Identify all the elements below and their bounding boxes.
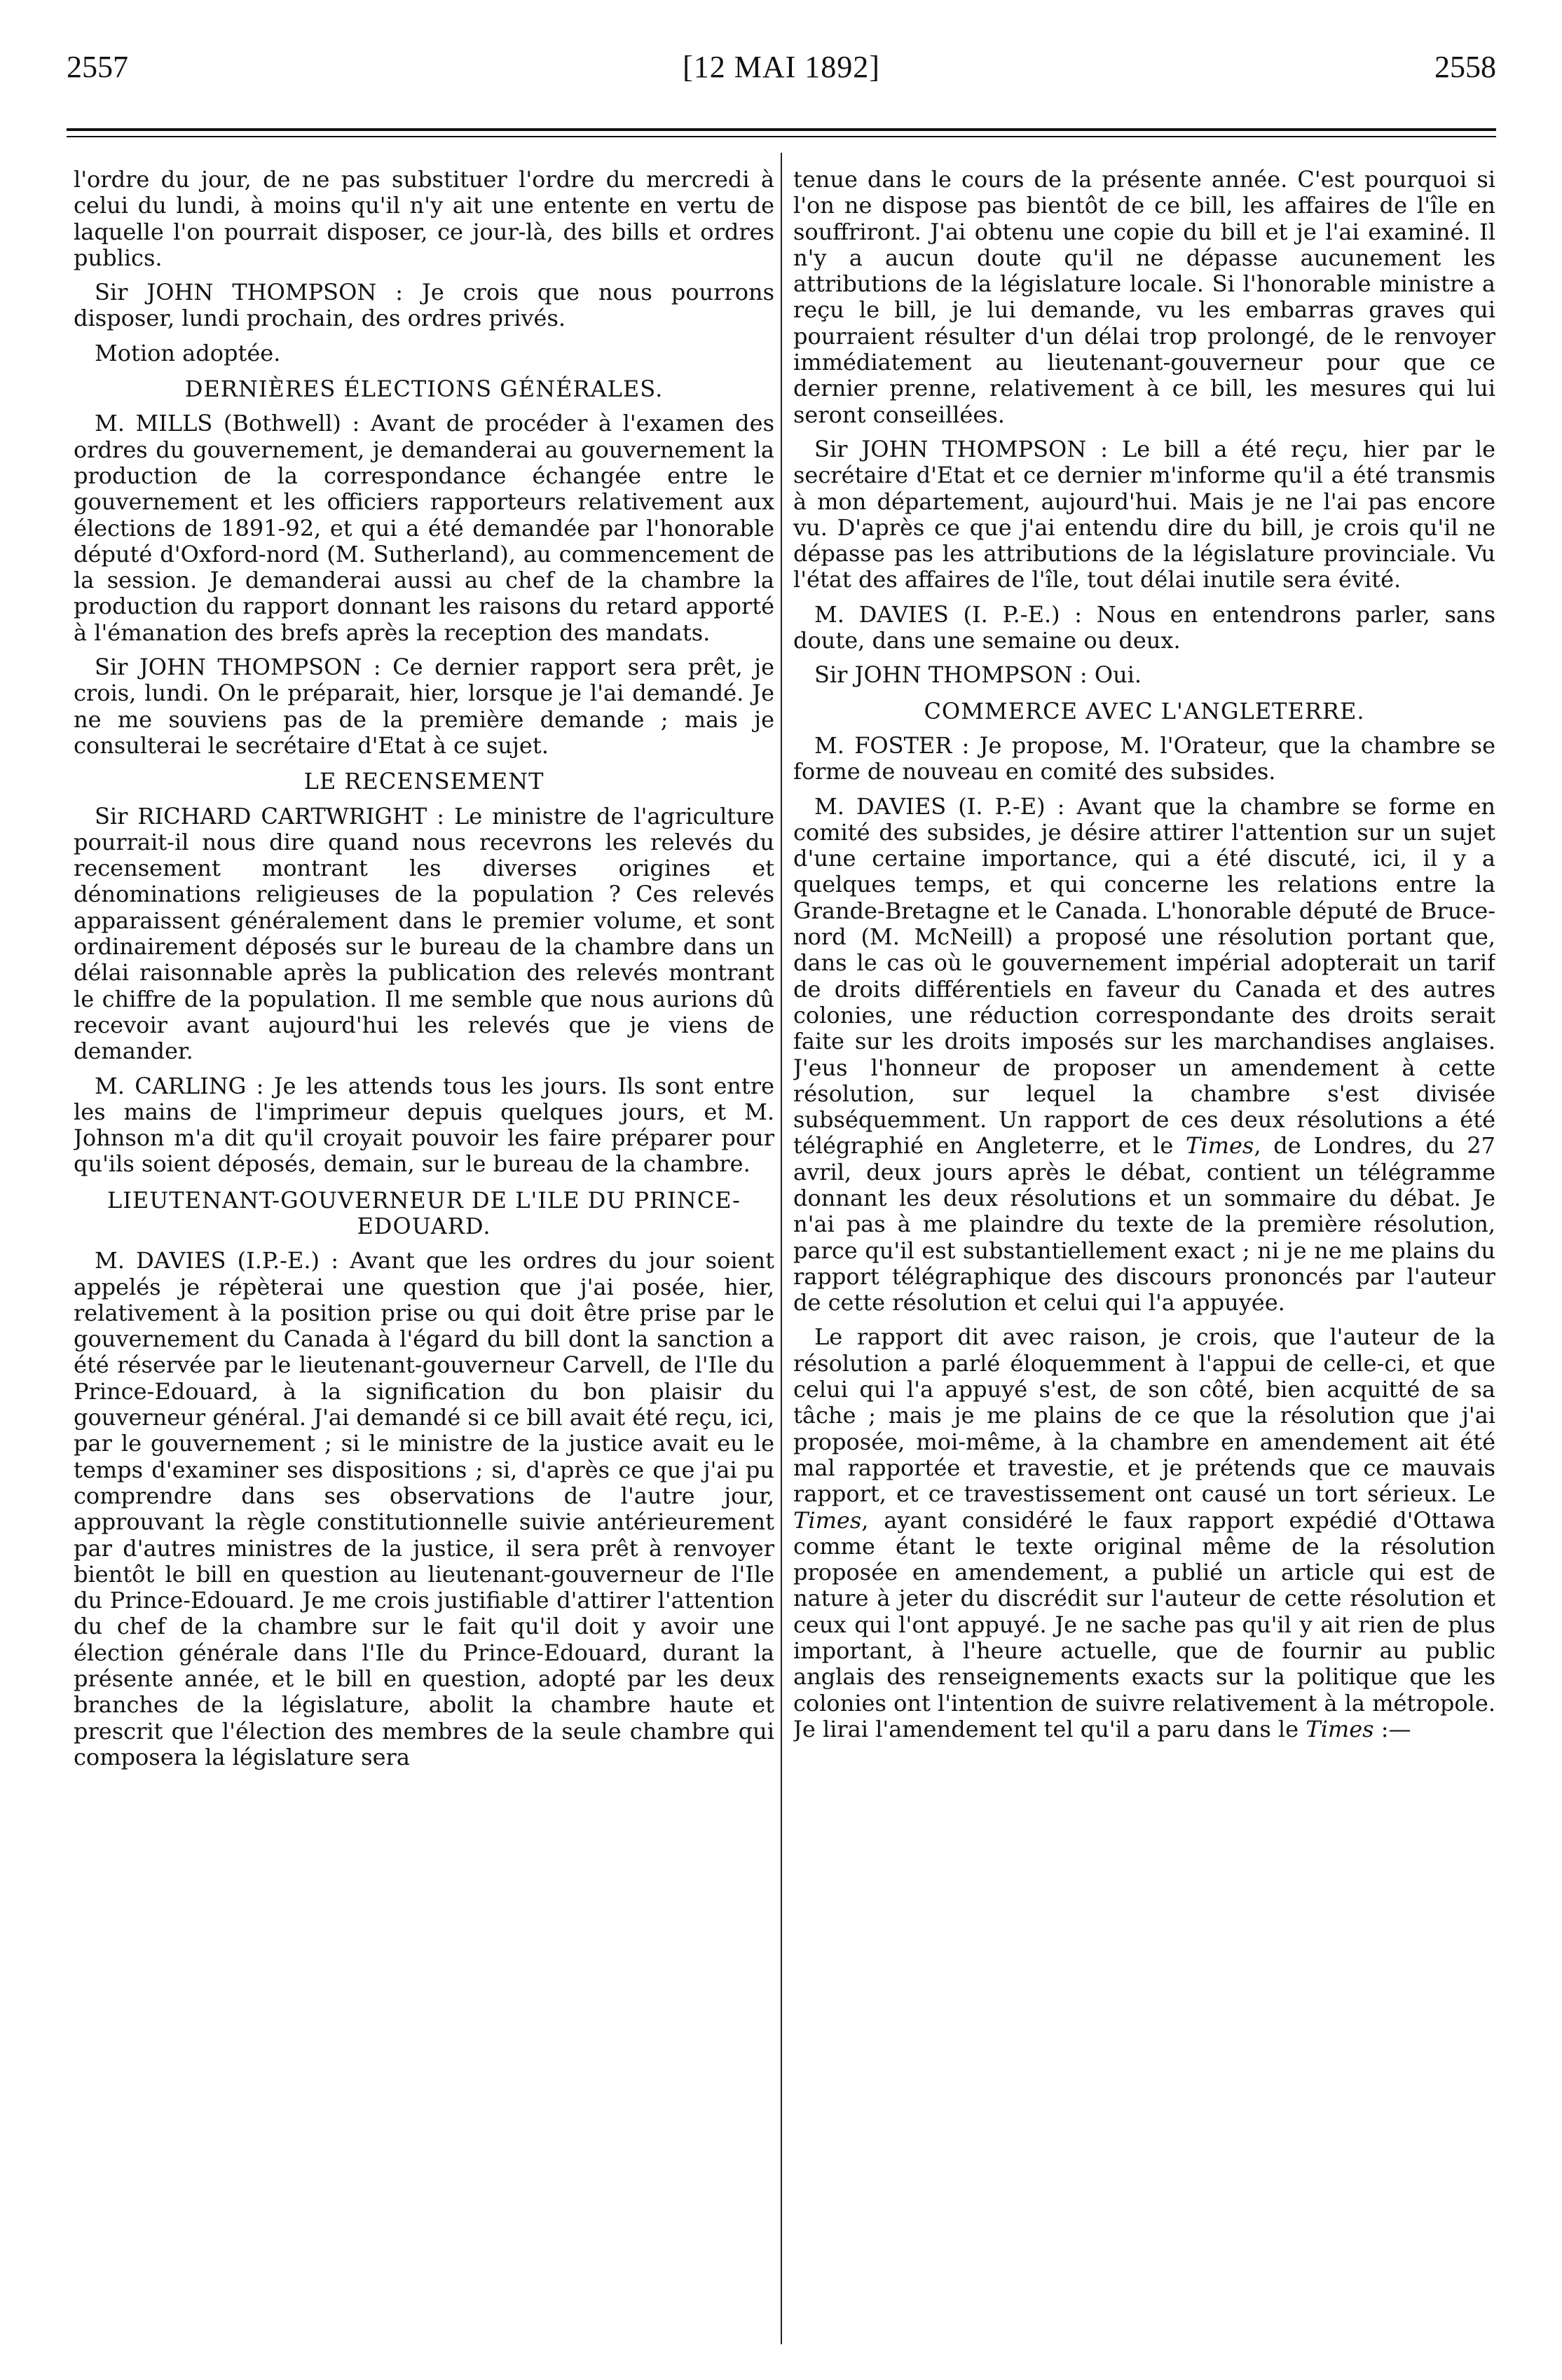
section-heading: COMMERCE AVEC L'ANGLETERRE. — [924, 697, 1365, 724]
page-number-left: 2557 — [67, 50, 128, 84]
header-rule-thick — [67, 128, 1496, 131]
speech-text: Je propose, M. l'Orateur, que la chambre se forme de nouveau en comité des subsides. — [793, 731, 1495, 785]
speaker-name: M. DAVIES (I. P.-E) : — [814, 792, 1065, 820]
left-column — [74, 167, 774, 2353]
paragraph — [74, 1248, 774, 1770]
section-heading: DERNIÈRES ÉLECTIONS GÉNÉRALES. — [184, 376, 664, 403]
speech-text: Avant que la chambre se forme en comité des subsides, je désire attirer l'attention sur un sujet d'une certaine importance, qui a été discuté, ici, il y a quelques temps, et qui concerne les relations entre la Grande-Bretagne et le Canada. L'honorable député de Bruce-nord (M. McNeill) a proposé une résolution portant que, dans le cas où le gouvernement impérial adopterait un tarif de droits différentiels en faveur du Canada et des autres colonies, une réduction correspondante des droits serait faite sur les droits imposés sur les marchandises anglaises. J'eus l'honneur de proposer un amendement à cette résolution, sur lequel la chambre s'est divisée subséquemment. Un rapport de ces deux résolutions a été télégraphié en Angleterre, et le — [793, 792, 1495, 1160]
paragraph: tenue dans le cours de la présente année. C'est pourquoi si l'on ne dispose pas bientôt de ce bill, les affaires de l'île en souffriront. J'ai obtenu une copie du bill et je l'ai examiné. Il n'y a aucun doute qu'il ne dépasse aucunement les attributions de la législature locale. Si l'honorable ministre a reçu le bill, je lui demande, vu les embarras graves qui pourraient résulter d'un délai trop prolongé, de le renvoyer immédiatement au lieutenant-gouverneur pour que ce dernier prenne, relativement à ce bill, les mesures qui lui seront conseillées. — [793, 167, 1495, 428]
speaker-name: Sir RICHARD CARTWRIGHT : — [95, 802, 445, 830]
page-date: [12 MAI 1892] — [683, 50, 880, 84]
speaker-name: Sir JOHN THOMPSON : — [814, 435, 1109, 462]
paragraph — [793, 794, 1495, 1316]
paragraph — [74, 1073, 774, 1178]
newspaper-title: Times — [793, 1506, 862, 1534]
paragraph — [793, 602, 1495, 654]
paragraph — [74, 280, 774, 332]
paragraph — [793, 1324, 1495, 1742]
speaker-name: M. CARLING : — [95, 1072, 264, 1099]
speaker-name: Sir JOHN THOMPSON : — [814, 661, 1088, 689]
header-rule-thin — [67, 136, 1496, 137]
speech-text: Avant de procéder à l'examen des ordres du gouvernement, je demanderai au gouvernement la production de la correspondance échangée entre le gouvernement et les officiers rapporteurs relativement aux élections de 1891-92, et qui a été demandée par l'honorable député d'Oxford-nord (M. Sutherland), au commencement de la session. Je demanderai aussi au chef de la chambre la production du rapport donnant les raisons du retard apporté à l'émanation des brefs après la reception des mandats. — [74, 410, 774, 646]
paragraph — [793, 436, 1495, 593]
paragraph — [74, 804, 774, 1065]
speech-text: :— — [1373, 1715, 1411, 1742]
section-heading: LE RECENSEMENT — [303, 768, 544, 795]
speech-text: Nous en entendrons parler, sans doute, dans une semaine ou deux. — [793, 600, 1495, 654]
speaker-name: M. MILLS (Bothwell) : — [95, 410, 360, 437]
speech-text: Le bill a été reçu, hier par le secrétaire d'Etat et ce dernier m'informe qu'il a été transmis à mon département, aujourd'hui. Mais je ne l'ai pas encore vu. D'après ce que j'ai entendu dire du bill, je crois qu'il ne dépasse pas les attributions de la législature provinciale. Vu l'état des affaires de l'île, tout délai inutile sera évité. — [793, 435, 1495, 593]
column-divider — [781, 153, 782, 2344]
speech-text: Ce dernier rapport sera prêt, je crois, lundi. On le préparait, hier, lorsque je l'ai demandé. Je ne me souviens pas de la première demande ; mais je consulterai le secrétaire d'Etat à ce sujet. — [74, 654, 774, 759]
speaker-name: Sir JOHN THOMPSON : — [95, 279, 404, 306]
speech-text: Je les attends tous les jours. Ils sont entre les mains de l'imprimeur depuis quelques jours, et M. Johnson m'a dit qu'il croyait pouvoir les faire préparer pour qu'ils soient déposés, demain, sur le bureau de la chambre. — [74, 1072, 774, 1178]
paragraph: l'ordre du jour, de ne pas substituer l'ordre du mercredi à celui du lundi, à moins qu'il n'y ait une entente en vertu de laquelle l'on pourrait disposer, ce jour-là, des bills et ordres publics. — [74, 167, 774, 271]
paragraph — [74, 411, 774, 646]
speech-text: Avant que les ordres du jour soient appelés je répèterai une question que j'ai posée, hier, relativement à la position prise ou qui doit être prise par le gouvernement du Canada à l'égard du bill dont la sanction a été réservée par le lieutenant-gouverneur Carvell, de l'Ile du Prince-Edouard, à la signification du bon plaisir du gouverneur général. J'ai demandé si ce bill avait été reçu, ici, par le gouvernement ; si le ministre de la justice avait eu le temps d'examiner ses dispositions ; si, d'après ce que j'ai pu comprendre dans ses observations de l'autre jour, approuvant la règle constitutionnelle suivie antérieurement par d'autres ministres de la justice, il sera prêt à renvoyer bientôt le bill en question au lieutenant-gouverneur de l'Ile du Prince-Edouard. Je me crois justifiable d'attirer l'attention du chef de la chambre sur le fait qu'il doit y avoir une élection générale dans l'Ile du Prince-Edouard, durant la présente année, et le bill en question, adopté par les deux branches de la législature, abolit la chambre haute et prescrit que l'élection des membres de la seule chambre qui composera la législature sera — [74, 1247, 774, 1770]
newspaper-title: Times — [1186, 1132, 1254, 1160]
paragraph: Motion adoptée. — [95, 339, 281, 366]
section-heading: LIEUTENANT-GOUVERNEUR DE L'ILE DU PRINCE-EDOUARD. — [107, 1186, 741, 1239]
newspaper-title: Times — [1306, 1715, 1374, 1742]
speech-text: Le rapport dit avec raison, je crois, que l'auteur de la résolution a parlé éloquemment à l'appui de celle-ci, et que celui qui l'a appuyé s'est, de son côté, bien acquitté de sa tâche ; mais je me plains de ce que la résolution que j'ai proposée, moi-même, à la chambre en amendement ait été mal rapportée et travestie, et je prétends que ce mauvais rapport, et ce travestissement ont causé un tort sérieux. Le — [793, 1323, 1495, 1508]
right-column — [793, 167, 1495, 2353]
speech-text: , de Londres, du 27 avril, deux jours après le débat, contient un télégramme donnant les deux résolutions et un sommaire du débat. Je n'ai pas à me plaindre du texte de la première résolution, parce qu'il est substantiellement exact ; ni je ne me plains du rapport télégraphique des discours prononcés par l'auteur de cette résolution et celui qui l'a appuyée. — [793, 1132, 1495, 1316]
speech-text: , ayant considéré le faux rapport expédié d'Ottawa comme étant le texte original même de la résolution proposée en amendement, a publié un article qui est de nature à jeter du discrédit sur l'auteur de cette résolution et ceux qui l'ont appuyé. Je ne sache pas qu'il y ait rien de plus important, à l'heure actuelle, que de fournir au public anglais des renseignements exacts sur la politique que les colonies ont l'intention de suivre relativement à la métropole. Je lirai l'amendement tel qu'il a paru dans le — [793, 1506, 1495, 1742]
speaker-name: Sir JOHN THOMPSON : — [95, 654, 381, 681]
speech-text: Oui. — [1087, 661, 1142, 689]
speaker-name: M. FOSTER : — [814, 731, 970, 759]
speech-text: Je crois que nous pourrons disposer, lundi prochain, des ordres privés. — [74, 279, 774, 332]
paragraph — [793, 662, 1495, 688]
speaker-name: M. DAVIES (I. P.-E.) : — [814, 600, 1083, 628]
speaker-name: M. DAVIES (I.P.-E.) : — [95, 1247, 339, 1274]
speech-text: Le ministre de l'agriculture pourrait-il nous dire quand nous recevrons les relevés du recensement montrant les diverses origines et dénominations religieuses de la population ? Ces relevés apparaissent généralement dans le premier volume, et sont ordinairement déposés sur le bureau de la chambre dans un délai raisonnable après la publication des relevés montrant le chiffre de la population. Il me semble que nous aurions dû recevoir avant aujourd'hui les relevés que je viens de demander. — [74, 802, 774, 1065]
page-number-right: 2558 — [1434, 50, 1496, 84]
page-header — [67, 42, 1496, 98]
paragraph — [793, 733, 1495, 785]
paragraph — [74, 654, 774, 759]
